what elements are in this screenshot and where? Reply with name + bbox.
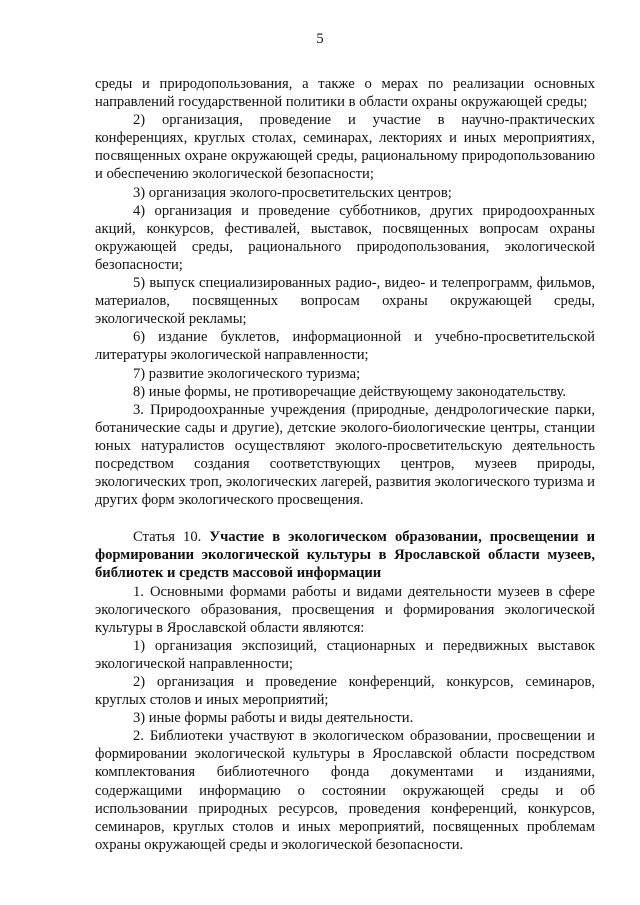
page-number: 5	[316, 31, 324, 47]
article-clause-2: 2. Библиотеки участвуют в экологическом образовании, просвещении и формировании экологической культуры в Ярославской области посредством комплектования библиотечного фонда документами и изданиями, содержащими информацию о состоянии окружающей среды и об использовании природных ресурсов, проведения конференций, конкурсов, семинаров, круглых столов и иных мероприятий, посвященных проблемам охраны окружающей среды и экологической безопасности.	[95, 728, 595, 853]
article-prefix: Статья 10.	[133, 529, 210, 546]
article-title: Участие в экологическом образовании, просвещении и формировании экологической культуры в Ярославской области музеев, библиотек и средств массовой информации	[95, 529, 595, 582]
article-heading	[95, 528, 595, 582]
clause-3: 3. Природоохранные учреждения (природные, дендрологические парки, ботанические сады и другие), детские эколого-биологические центры, станции юных натуралистов осуществляют эколого-просветительскую деятельность посредством создания соответствующих центров, музеев природы, экологических троп, экологических лагерей, развития экологического туризма и других форм экологического просвещения.	[95, 401, 595, 509]
document-body	[95, 75, 595, 854]
list-item-2: 2) организация, проведение и участие в научно-практических конференциях, круглых столах, семинарах, лекториях и иных мероприятиях, посвященных охране окружающей среды, рациональному природопользованию и обеспечению экологической безопасности;	[95, 112, 595, 183]
article-list-item-2: 2) организация и проведение конференций, конкурсов, семинаров, круглых столов и иных мероприятий;	[95, 674, 595, 709]
list-item-7: 7) развитие экологического туризма;	[133, 365, 361, 382]
article-list-item-1: 1) организация экспозиций, стационарных и передвижных выставок экологической направленности;	[95, 637, 595, 672]
list-item-4: 4) организация и проведение субботников, других природоохранных акций, конкурсов, фестивалей, выставок, посвященных вопросам охраны окружающей среды, рационального природопользования, экологической безопасности;	[95, 202, 595, 273]
article-clause-1: 1. Основными формами работы и видами деятельности музеев в сфере экологического образования, просвещения и формирования экологической культуры в Ярославской области являются:	[95, 583, 595, 636]
list-item-5: 5) выпуск специализированных радио-, видео- и телепрограмм, фильмов, материалов, посвященных вопросам охраны окружающей среды, экологической рекламы;	[95, 275, 595, 328]
list-item-3: 3) организация эколого-просветительских центров;	[133, 184, 452, 201]
article-list-item-3: 3) иные формы работы и виды деятельности.	[133, 710, 414, 727]
list-item-8: 8) иные формы, не противоречащие действующему законодательству.	[133, 383, 567, 400]
paragraph-continuation: среды и природопользования, а также о мерах по реализации основных направлений государственной политики в области охраны окружающей среды;	[95, 76, 595, 111]
list-item-6: 6) издание буклетов, информационной и учебно-просветительской литературы экологической направленности;	[95, 329, 595, 364]
